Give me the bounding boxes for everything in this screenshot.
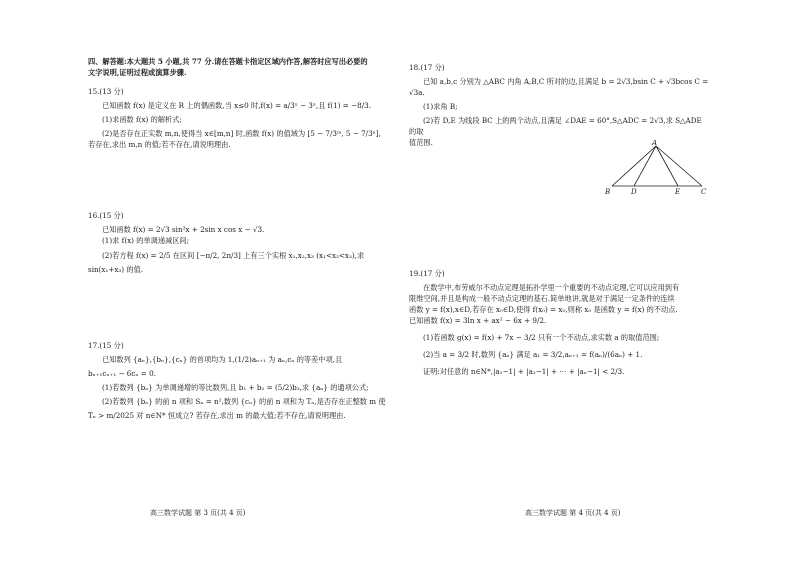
q18-part2a: (2)若 D,E 为线段 BC 上的两个动点,且满足 ∠DAE = 60°,S△ADC = 2√3,求 S△ADE 的取 bbox=[409, 116, 702, 136]
question-17 bbox=[88, 340, 388, 421]
label-b: B bbox=[605, 188, 611, 195]
triangle-figure bbox=[604, 140, 724, 195]
right-page-footer: 高三数学试题 第 4 页(共 4 页) bbox=[525, 509, 621, 517]
q16-part1: (1)求 f(x) 的单调递减区间; bbox=[102, 236, 189, 245]
q15-part2a: (2)是否存在正实数 m,n,使得当 x∈[m,n] 时,函数 f(x) 的值域为 [5 − 7/3ᵐ, 5 − 7/3ⁿ], bbox=[102, 129, 381, 138]
q19-part2a: (2)当 a = 3/2 时,数列 {aₙ} 满足 a₁ = 3/2,aₙ₊₁ = f(aₙ)/(6aₙ) + 1. bbox=[423, 350, 643, 359]
q17-number: 17.(15 分) bbox=[88, 341, 124, 350]
section-header-line2: 文字说明,证明过程或演算步骤. bbox=[88, 68, 187, 77]
q19-stem1: 在数学中,布劳威尔不动点定理是拓扑学里一个重要的不动点定理,它可以应用到有 bbox=[423, 283, 680, 292]
q18-part1: (1)求角 B; bbox=[423, 102, 458, 111]
q18-part2b: 值范围. bbox=[409, 138, 433, 147]
q15-stem: 已知函数 f(x) 是定义在 R 上的偶函数,当 x≤0 时,f(x) = a/3ˣ − 3ˣ,且 f(1) = −8/3. bbox=[102, 101, 371, 110]
q19-part1: (1)若函数 g(x) = f(x) + 7x − 3/2 只有一个不动点,求实数 a 的取值范围; bbox=[423, 333, 660, 342]
q19-part2b: 证明:对任意的 n∈N*,|a₁−1| + |a₂−1| + ⋯ + |aₙ−1| < 2/3. bbox=[423, 367, 625, 376]
q16-part2b: sin(x₁+x₃) 的值. bbox=[88, 265, 144, 274]
question-18 bbox=[409, 62, 709, 148]
segment-ab bbox=[612, 146, 656, 186]
q16-stem: 已知函数 f(x) = 2√3 sin²x + 2sin x cos x − √3. bbox=[102, 225, 265, 234]
q18-stem2: √3a. bbox=[409, 88, 425, 97]
segment-ad bbox=[634, 146, 656, 186]
section-header bbox=[88, 56, 388, 78]
left-page-footer: 高三数学试题 第 3 页(共 4 页) bbox=[150, 509, 246, 517]
q17-stem2: bₙ₊₁cₙ₊₁ − 6cₙ = 0. bbox=[88, 369, 156, 378]
q19-stem4: 已知函数 f(x) = 3ln x + ax² − 6x + 9/2. bbox=[409, 316, 547, 325]
q19-stem2: 限维空间,并且是构成一般不动点定理的基石.简单地讲,就是对于满足一定条件的连续 bbox=[409, 294, 675, 303]
q15-number: 15.(13 分) bbox=[88, 87, 124, 96]
q16-part2a: (2)若方程 f(x) = 2/5 在区间 [−π/2, 2π/3] 上有三个实根 x₁,x₂,x₃ (x₁<x₂<x₃),求 bbox=[102, 251, 365, 260]
section-header-line1: 四、解答题:本大题共 5 小题,共 77 分.请在答题卡指定区域内作答,解答时应写出必要的 bbox=[88, 57, 368, 66]
question-16 bbox=[88, 210, 388, 275]
q16-number: 16.(15 分) bbox=[88, 211, 124, 220]
q17-part2b: Tₙ > m/2025 对 n∈N* 恒成立? 若存在,求出 m 的最大值;若不存在,请说明理由. bbox=[88, 411, 346, 420]
question-19 bbox=[409, 268, 709, 377]
q17-part2a: (2)若数列 {bₙ} 的前 n 项和 Sₙ = n²,数列 {cₙ} 的前 n 项和为 Tₙ,是否存在正整数 m 使 bbox=[102, 397, 386, 406]
q18-number: 18.(17 分) bbox=[409, 63, 445, 72]
q19-stem3: 函数 y = f(x),x∈D,若存在 x₀∈D,使得 f(x₀) = x₀,则称 x₀ 是函数 y = f(x) 的不动点. bbox=[409, 305, 678, 314]
q18-stem1: 已知 a,b,c 分别为 △ABC 内角 A,B,C 所对的边,且满足 b = 2√3,bsin C + √3bcos C = bbox=[423, 77, 709, 86]
q15-part2b: 若存在,求出 m,n 的值;若不存在,请说明理由. bbox=[88, 140, 231, 149]
label-c: C bbox=[701, 188, 707, 195]
q15-part1: (1)求函数 f(x) 的解析式; bbox=[102, 115, 182, 124]
label-d: D bbox=[631, 188, 637, 195]
q19-number: 19.(17 分) bbox=[409, 269, 445, 278]
q17-part1: (1)若数列 {bₙ} 为单调递增的等比数列,且 b₁ + b₂ = (5/2)b₃,求 {aₙ} 的通项公式; bbox=[102, 383, 369, 392]
segment-ae bbox=[656, 146, 678, 186]
q17-stem1: 已知数列 {aₙ},{bₙ},{cₙ} 的首项均为 1,(1/2)aₙ₊₁ 为 aₙ,cₙ 的等差中项,且 bbox=[102, 355, 343, 364]
label-e: E bbox=[675, 188, 681, 195]
label-a: A bbox=[652, 140, 658, 147]
question-15 bbox=[88, 86, 388, 150]
segment-ac bbox=[656, 146, 702, 186]
right-page bbox=[397, 0, 794, 562]
